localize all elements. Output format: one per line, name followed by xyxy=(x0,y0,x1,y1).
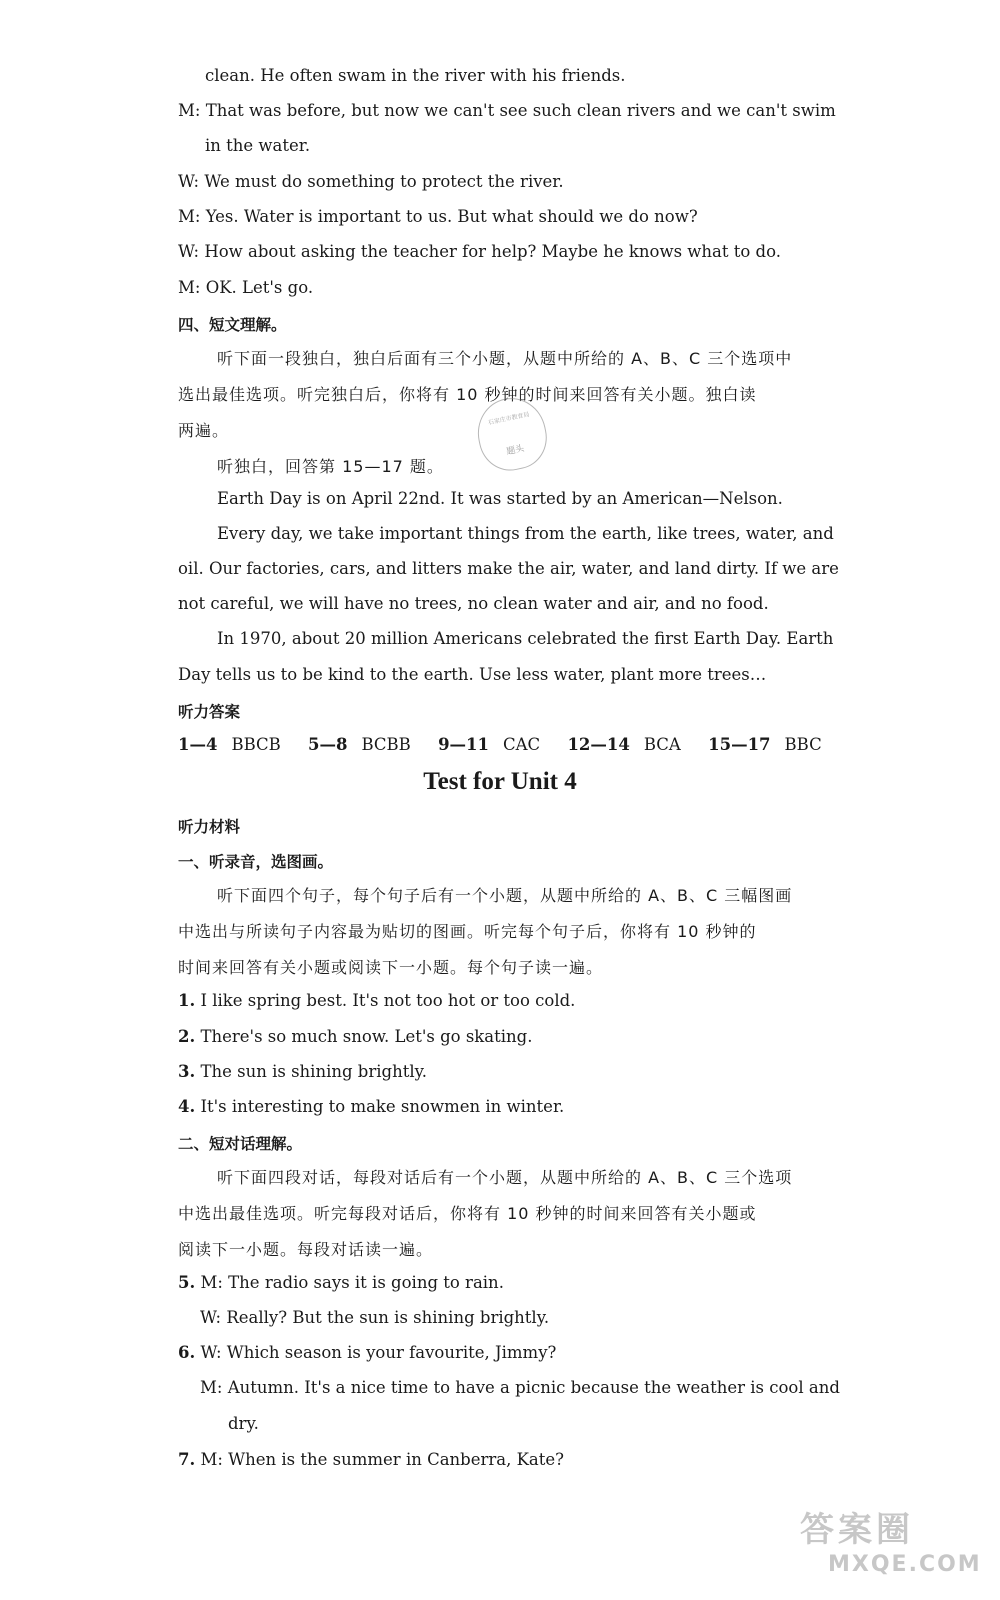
watermark-logo xyxy=(800,1510,990,1590)
item-number: 1. xyxy=(178,991,196,1010)
unit-title: Test for Unit 4 xyxy=(423,768,577,795)
instruction-line: 两遍。 xyxy=(178,421,230,440)
item-number: 5. xyxy=(178,1273,196,1292)
stamp-text: 题头 xyxy=(505,443,526,458)
item-text: The sun is shining brightly. xyxy=(195,1062,427,1081)
item-text: There's so much snow. Let's go skating. xyxy=(195,1027,533,1046)
section-heading: 二、短对话理解。 xyxy=(178,1135,303,1153)
list-item xyxy=(178,1061,978,1083)
dialogue-line xyxy=(178,1342,978,1364)
watermark-text: 答案圈 xyxy=(800,1510,914,1550)
instruction-line: 阅读下一小题。每段对话读一遍。 xyxy=(178,1240,434,1259)
answer-value: BCA xyxy=(643,735,681,754)
passage-line: not careful, we will have no trees, no clean water and air, and no food. xyxy=(178,594,769,613)
item-number: 3. xyxy=(178,1062,196,1081)
answer-range: 15—17 xyxy=(708,735,771,754)
watermark-url: MXQE.COM xyxy=(828,1552,982,1577)
answer-value: CAC xyxy=(503,735,541,754)
instruction-line: 中选出与所读句子内容最为贴切的图画。听完每个句子后，你将有 10 秒钟的 xyxy=(178,922,757,941)
text-line: M: Yes. Water is important to us. But what should we do now? xyxy=(178,207,698,226)
list-item xyxy=(178,990,978,1012)
instruction-line: 听下面一段独白，独白后面有三个小题，从题中所给的 A、B、C 三个选项中 xyxy=(217,349,793,368)
answers-heading: 听力答案 xyxy=(178,703,241,721)
passage-line: oil. Our factories, cars, and litters make the air, water, and land dirty. If we are xyxy=(178,559,839,578)
instruction-line: 时间来回答有关小题或阅读下一小题。每个句子读一遍。 xyxy=(178,958,604,977)
text-line: in the water. xyxy=(205,136,311,155)
text-line: W: How about asking the teacher for help? Maybe he knows what to do. xyxy=(178,242,782,261)
item-number: 7. xyxy=(178,1450,196,1469)
item-number: 6. xyxy=(178,1343,196,1362)
answer-range: 9—11 xyxy=(438,735,490,754)
answer-value: BCBB xyxy=(361,735,411,754)
dialogue-text: W: Which season is your favourite, Jimmy? xyxy=(195,1343,557,1362)
answer-value: BBCB xyxy=(231,735,281,754)
materials-heading: 听力材料 xyxy=(178,818,241,836)
list-item xyxy=(178,1096,978,1118)
instruction-line: 中选出最佳选项。听完每段对话后，你将有 10 秒钟的时间来回答有关小题或 xyxy=(178,1204,757,1223)
dialogue-line: W: Really? But the sun is shining brightly. xyxy=(200,1308,550,1327)
passage-line: Every day, we take important things from the earth, like trees, water, and xyxy=(217,524,834,543)
answer-value: BBC xyxy=(784,735,822,754)
item-text: I like spring best. It's not too hot or too cold. xyxy=(195,991,576,1010)
dialogue-line xyxy=(178,1272,978,1294)
dialogue-text: M: The radio says it is going to rain. xyxy=(195,1273,504,1292)
passage-line: In 1970, about 20 million Americans celebrated the first Earth Day. Earth xyxy=(217,629,834,648)
text-line: M: That was before, but now we can't see such clean rivers and we can't swim xyxy=(178,101,836,120)
item-number: 2. xyxy=(178,1027,196,1046)
prompt-line: 听独白，回答第 15—17 题。 xyxy=(217,457,444,476)
answer-range: 1—4 xyxy=(178,735,218,754)
answers-row xyxy=(178,734,844,756)
instruction-line: 选出最佳选项。听完独白后，你将有 10 秒钟的时间来回答有关小题。独白读 xyxy=(178,385,757,404)
text-line: W: We must do something to protect the river. xyxy=(178,172,564,191)
text-line: M: OK. Let's go. xyxy=(178,278,314,297)
instruction-line: 听下面四段对话，每段对话后有一个小题，从题中所给的 A、B、C 三个选项 xyxy=(217,1168,793,1187)
dialogue-text: M: When is the summer in Canberra, Kate? xyxy=(195,1450,565,1469)
item-text: It's interesting to make snowmen in winter. xyxy=(195,1097,565,1116)
answer-range: 5—8 xyxy=(308,735,348,754)
dialogue-line: M: Autumn. It's a nice time to have a picnic because the weather is cool and xyxy=(200,1378,840,1397)
stamp-text: 石家庄市教育局 xyxy=(487,411,531,427)
section-heading: 四、短文理解。 xyxy=(178,316,287,334)
list-item xyxy=(178,1026,978,1048)
passage-line: Day tells us to be kind to the earth. Use less water, plant more trees… xyxy=(178,665,767,684)
instruction-line: 听下面四个句子，每个句子后有一个小题，从题中所给的 A、B、C 三幅图画 xyxy=(217,886,793,905)
item-number: 4. xyxy=(178,1097,196,1116)
dialogue-line: dry. xyxy=(228,1414,259,1433)
answer-range: 12—14 xyxy=(567,735,630,754)
text-line: clean. He often swam in the river with his friends. xyxy=(205,66,626,85)
section-heading: 一、听录音，选图画。 xyxy=(178,853,334,871)
passage-line: Earth Day is on April 22nd. It was started by an American—Nelson. xyxy=(217,489,783,508)
dialogue-line xyxy=(178,1449,978,1471)
